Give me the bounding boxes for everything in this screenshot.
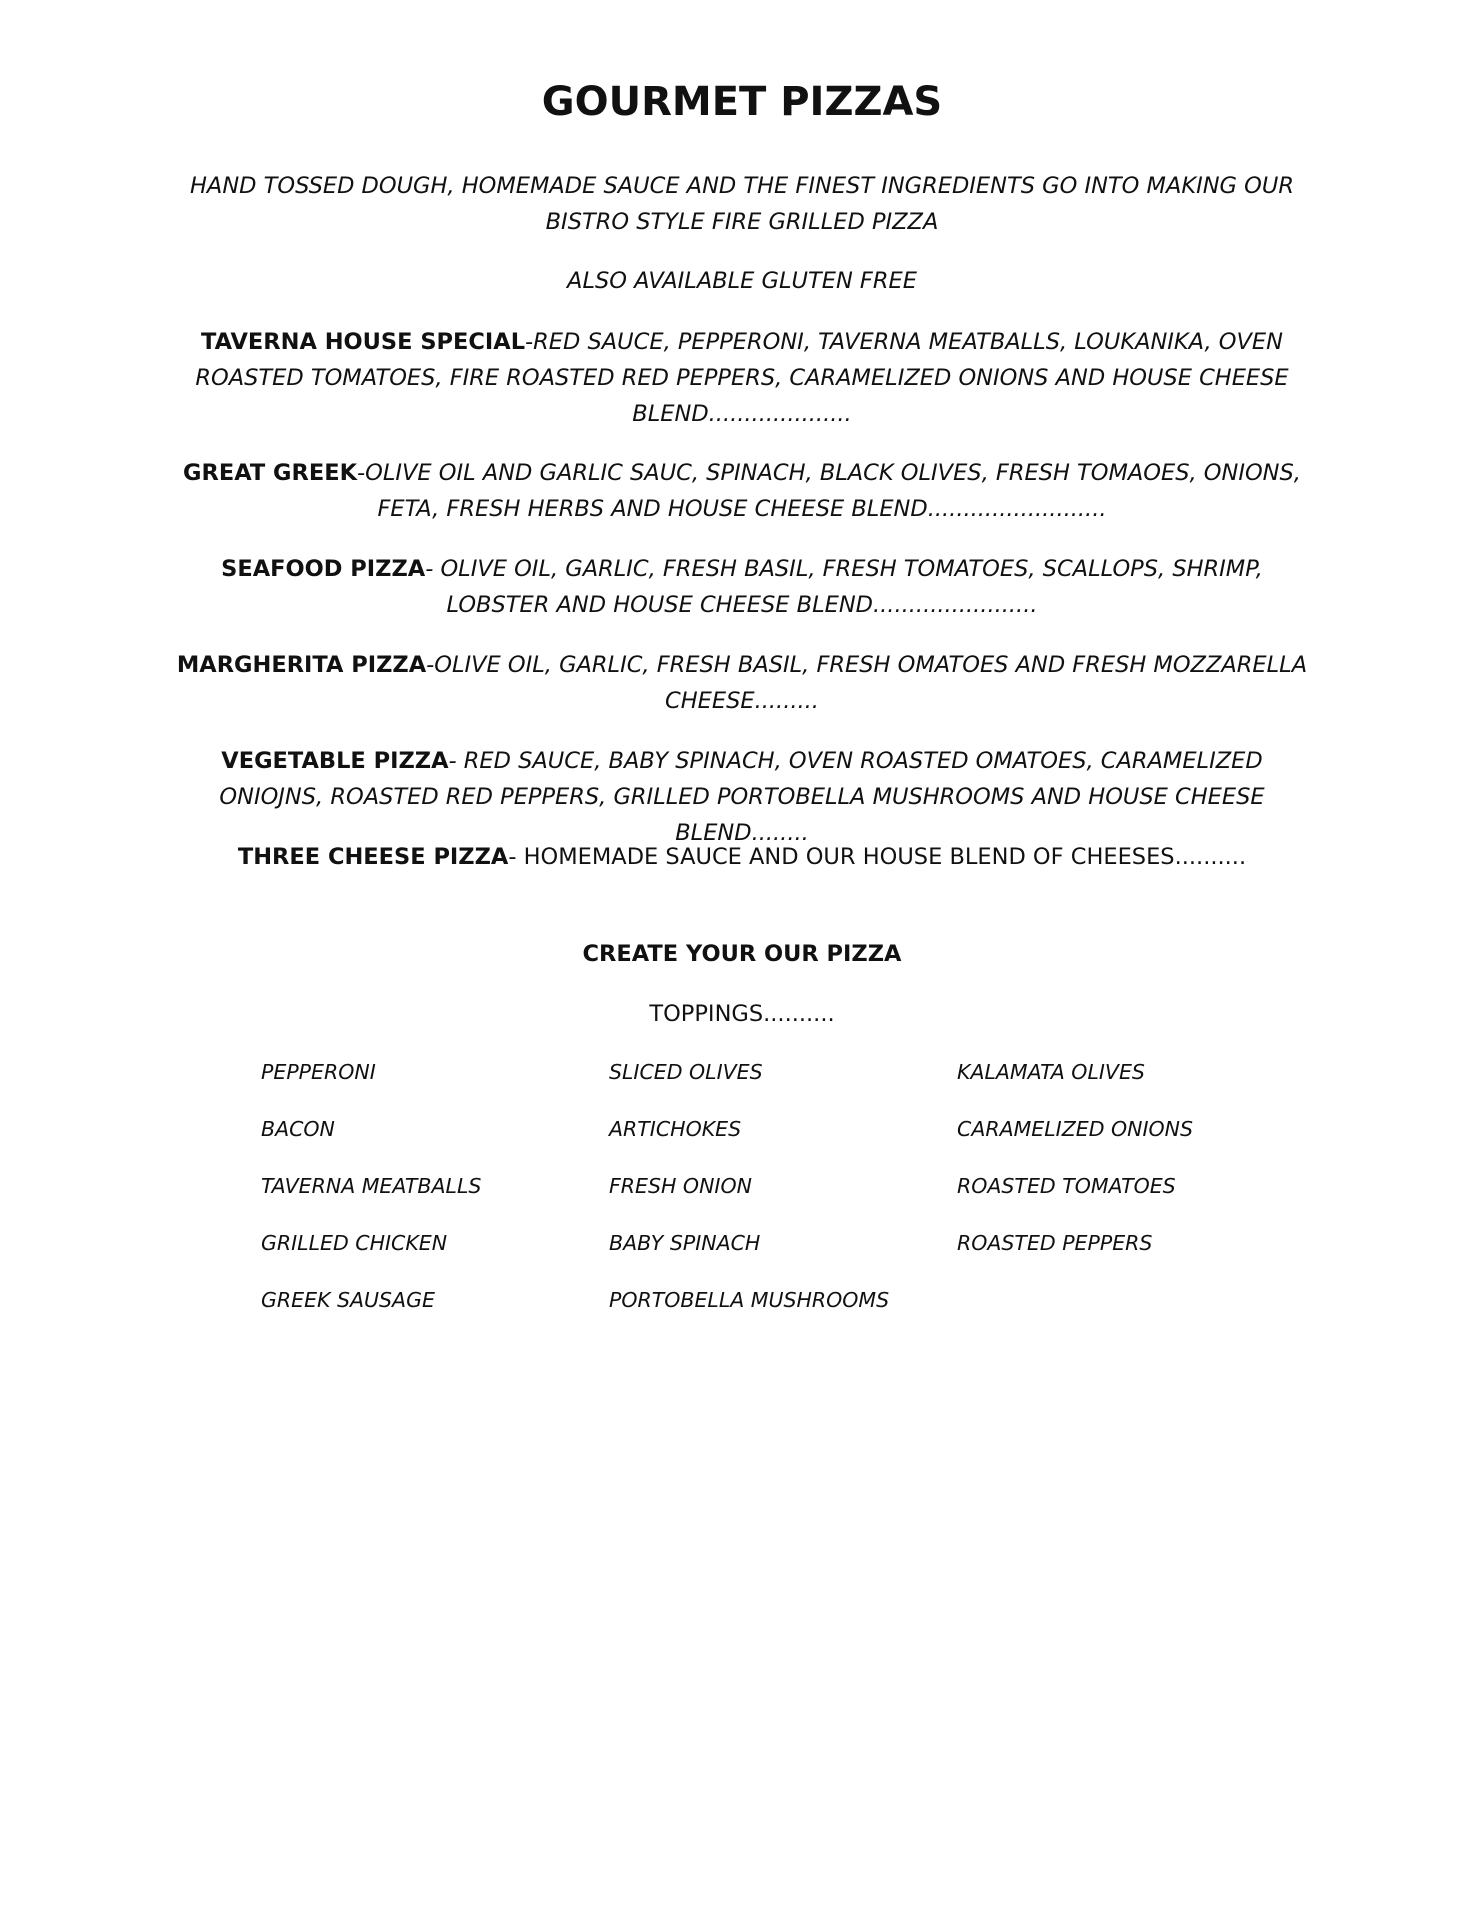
pizza-item-vegetable-pizza [170, 743, 1314, 851]
intro-text [170, 168, 1314, 240]
pizza-description: -OLIVE OIL AND GARLIC SAUC, SPINACH, BLACK OLIVES, FRESH TOMAOES, ONIONS, FETA, FRESH HERBS AND HOUSE CHEESE BLEND......................... [357, 460, 1301, 522]
topping-item: PEPPERONI [261, 1060, 376, 1084]
pizza-name: TAVERNA HOUSE SPECIAL [201, 329, 526, 355]
pizza-item-great-greek [170, 455, 1314, 527]
toppings-list [261, 1054, 1321, 1339]
topping-item: SLICED OLIVES [609, 1060, 763, 1084]
pizza-item-margherita-pizza [170, 647, 1314, 719]
pizza-description: -OLIVE OIL, GARLIC, FRESH BASIL, FRESH OMATOES AND FRESH MOZZARELLA CHEESE......... [426, 652, 1308, 714]
pizza-item-three-cheese-pizza [170, 839, 1314, 875]
pizza-name: VEGETABLE PIZZA [221, 748, 449, 774]
topping-item: GREEK SAUSAGE [261, 1288, 435, 1312]
pizza-description: -RED SAUCE, PEPPERONI, TAVERNA MEATBALLS, LOUKANIKA, OVEN ROASTED TOMATOES, FIRE ROASTED RED PEPPERS, CARAMELIZED ONIONS AND HOUSE CHEESE BLEND.................... [195, 329, 1289, 427]
topping-item: FRESH ONION [609, 1174, 752, 1198]
topping-item: BABY SPINACH [609, 1231, 761, 1255]
toppings-label: TOPPINGS.......... [649, 1001, 835, 1027]
topping-item: KALAMATA OLIVES [957, 1060, 1145, 1084]
pizza-name: THREE CHEESE PIZZA [237, 844, 509, 870]
pizza-name: SEAFOOD PIZZA [221, 556, 426, 582]
topping-item: CARAMELIZED ONIONS [957, 1117, 1194, 1141]
pizza-name: GREAT GREEK [183, 460, 358, 486]
pizza-description: - RED SAUCE, BABY SPINACH, OVEN ROASTED OMATOES, CARAMELIZED ONIOJNS, ROASTED RED PEPPERS, GRILLED PORTOBELLA MUSHROOMS AND HOUSE CHEESE BLEND........ [219, 748, 1265, 846]
intro-line-1: HAND TOSSED DOUGH, HOMEMADE SAUCE AND THE FINEST INGREDIENTS GO INTO MAKING OUR [190, 173, 1294, 199]
topping-item: TAVERNA MEATBALLS [261, 1174, 482, 1198]
topping-item: GRILLED CHICKEN [261, 1231, 448, 1255]
create-your-pizza-heading: CREATE YOUR OUR PIZZA [582, 941, 902, 967]
pizza-item-seafood-pizza [170, 551, 1314, 623]
topping-item: BACON [261, 1117, 335, 1141]
topping-item: ROASTED PEPPERS [957, 1231, 1153, 1255]
intro-line-2: BISTRO STYLE FIRE GRILLED PIZZA [545, 209, 939, 235]
topping-item: ROASTED TOMATOES [957, 1174, 1176, 1198]
topping-item: PORTOBELLA MUSHROOMS [609, 1288, 890, 1312]
pizza-name: MARGHERITA PIZZA [176, 652, 427, 678]
topping-item: ARTICHOKES [609, 1117, 742, 1141]
pizza-item-taverna-house-special [170, 324, 1314, 432]
gluten-free-note: ALSO AVAILABLE GLUTEN FREE [567, 268, 917, 294]
pizza-description: - HOMEMADE SAUCE AND OUR HOUSE BLEND OF CHEESES.......... [508, 844, 1247, 870]
pizza-description: - OLIVE OIL, GARLIC, FRESH BASIL, FRESH TOMATOES, SCALLOPS, SHRIMP, LOBSTER AND HOUSE CHEESE BLEND....................... [425, 556, 1263, 618]
page-title: GOURMET PIZZAS [541, 79, 943, 125]
